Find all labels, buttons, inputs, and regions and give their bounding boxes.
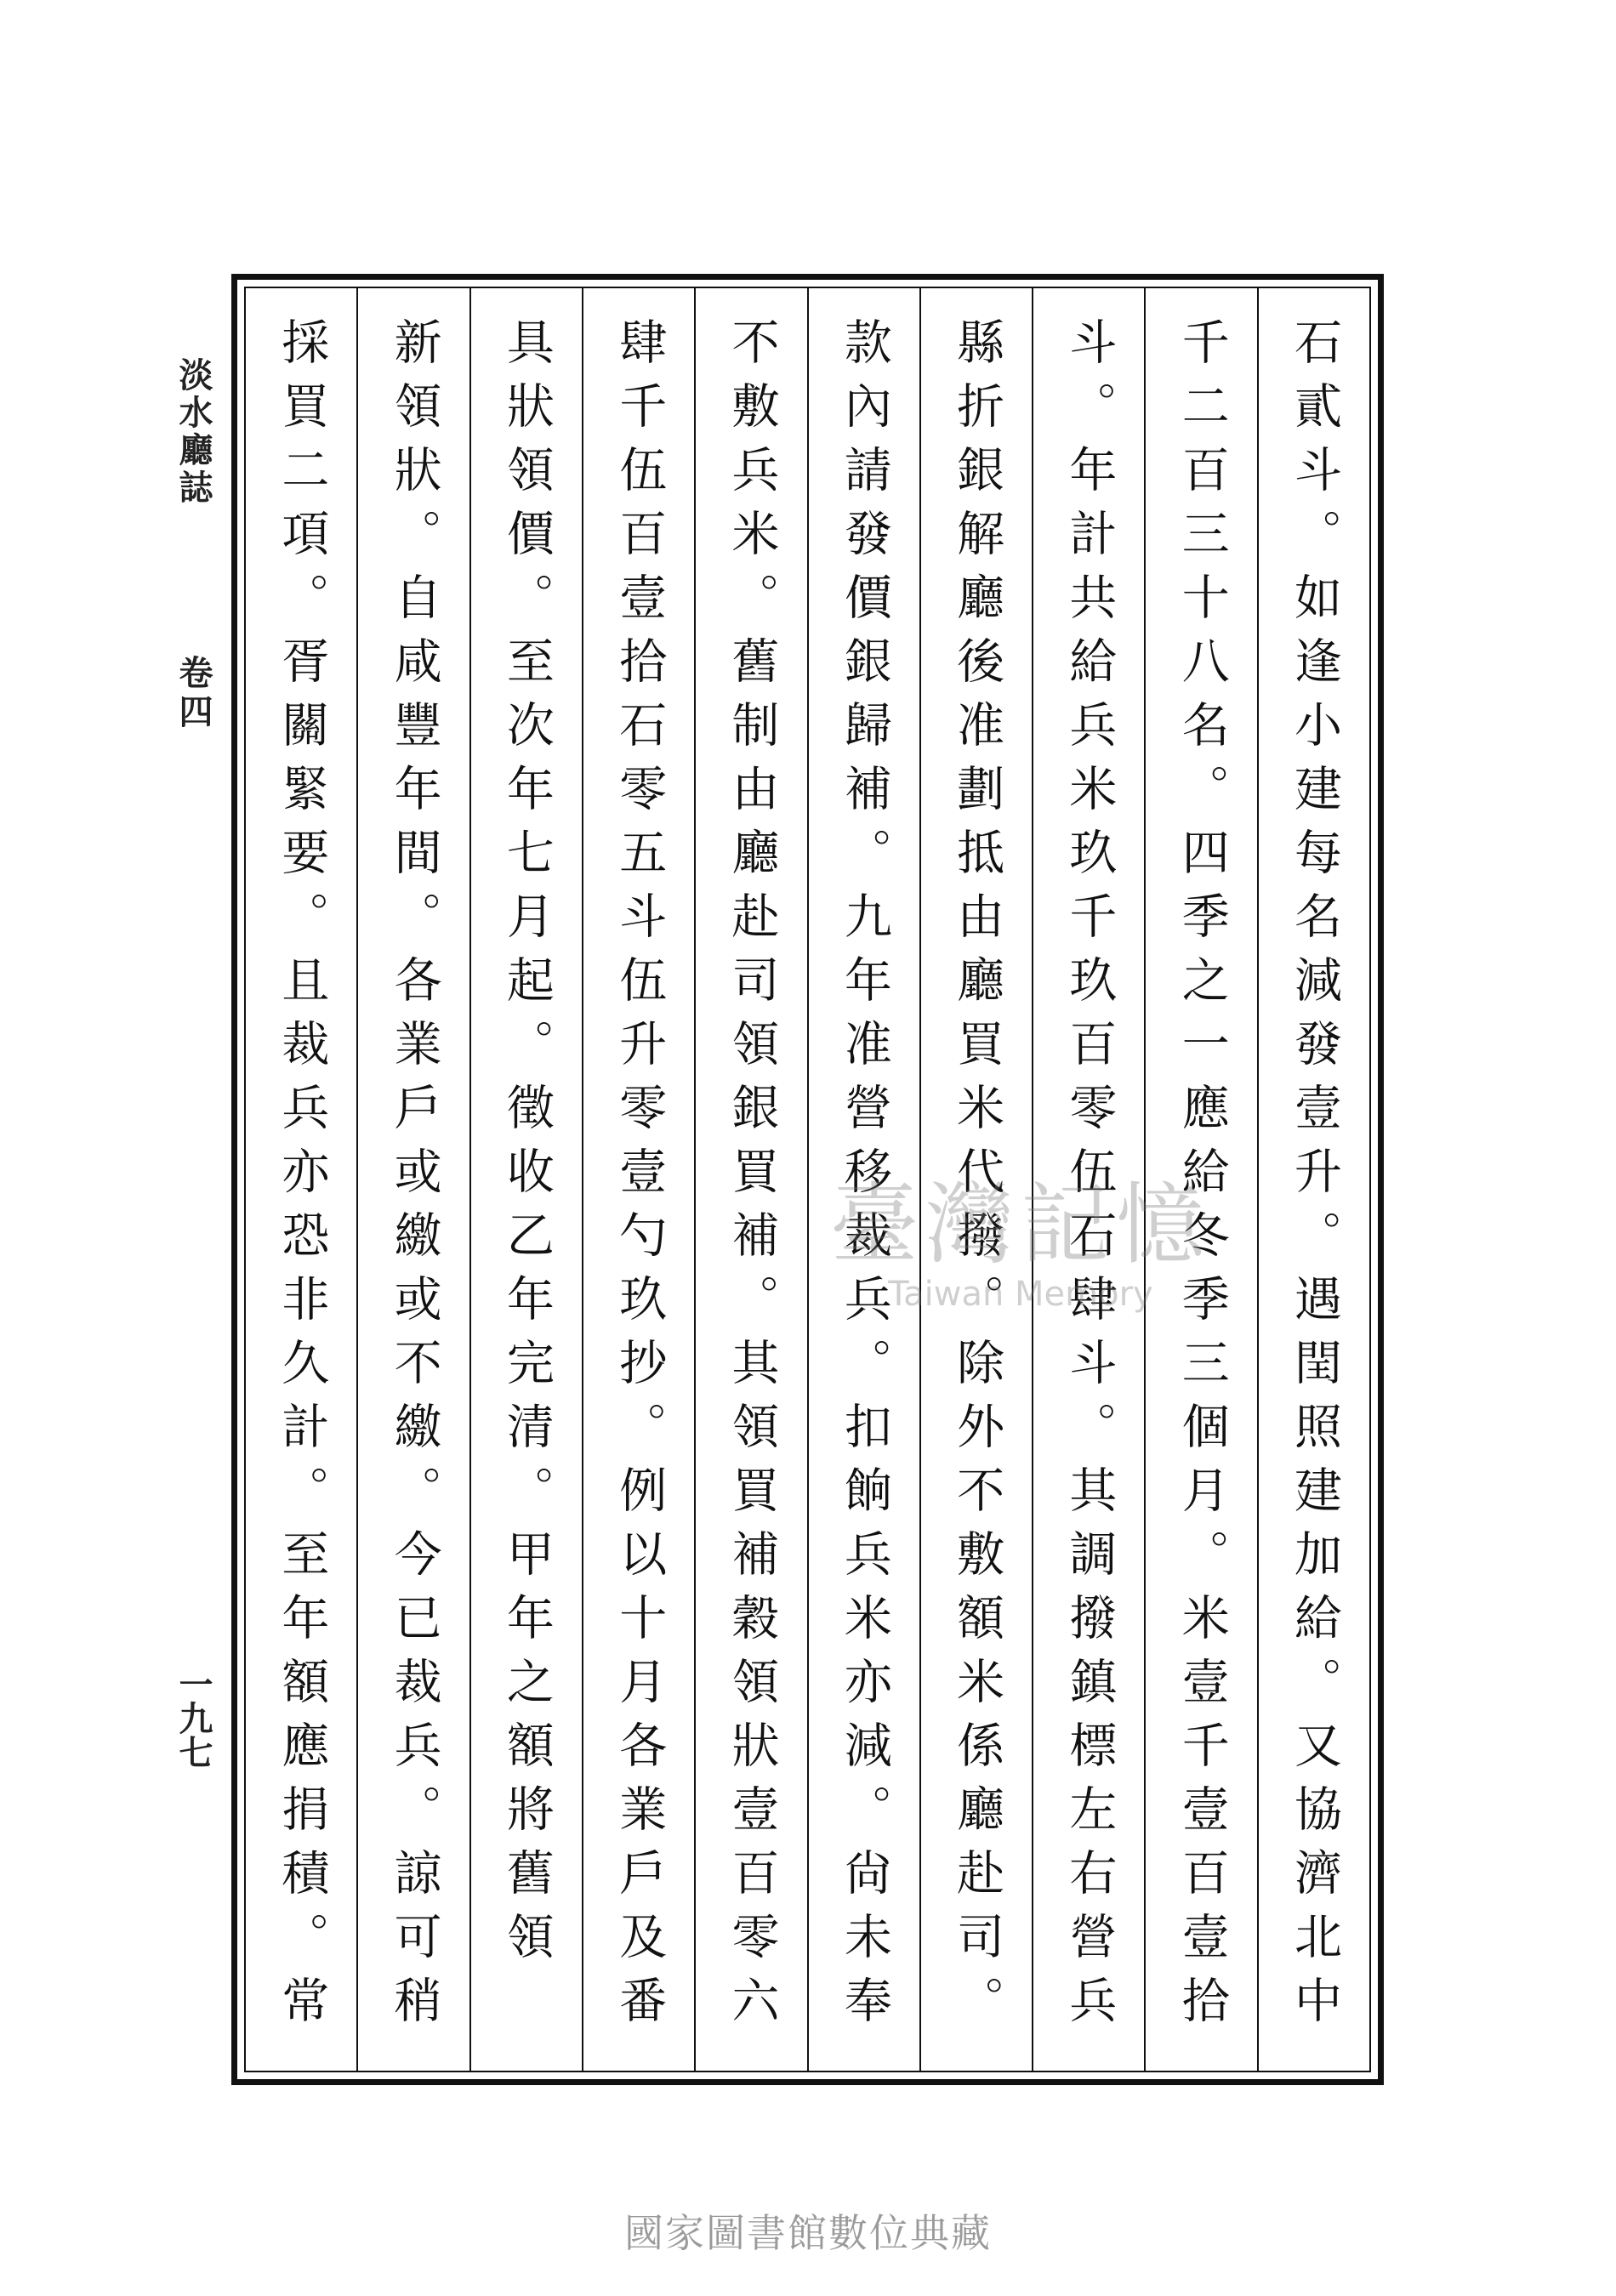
text-column-3: 斗。年計共給兵米玖千玖百零伍石肆斗。其調撥鎮標左右營兵: [1032, 288, 1144, 2071]
text-column-5-main: 款內請發價銀歸補。九年准營移裁兵。扣餉兵米亦減。尙未奉: [836, 317, 892, 2039]
text-column-4: 縣折銀解廳後准劃抵由廳買米代撥。除外不敷額米係廳赴司。: [919, 288, 1032, 2071]
book-title: 淡水廳誌: [174, 357, 213, 507]
text-column-9: 新領狀。自咸豐年間。各業戶或繳或不繳。今已裁兵。諒可稍: [356, 288, 469, 2071]
text-column-8: 具狀領價。至次年七月起。徵收乙年完清。甲年之額將舊領: [469, 288, 582, 2071]
watermark-chinese: 臺灣記憶: [829, 1173, 1211, 1276]
volume-label: 卷四: [174, 655, 213, 733]
text-column-6: 不敷兵米。舊制由廳赴司領銀買補。其領買補穀領狀壹百零六: [694, 288, 806, 2071]
text-column-2: 千二百三十八名。四季之一應給冬季三個月。米壹千壹百壹拾: [1144, 288, 1256, 2071]
page-number: 一九七: [174, 1667, 213, 1769]
text-column-10: 採買二項。胥關緊要。且裁兵亦恐非久計。至年額應捐積。常: [274, 317, 330, 2039]
text-column-1: 石貳斗。如逢小建每名減發壹升。遇閏照建加給。又協濟北中: [1257, 288, 1369, 2071]
watermark-english: Taiwan Memory: [888, 1275, 1153, 1314]
footer-credit: 國家圖書館數位典藏: [624, 2210, 992, 2256]
watermark: [808, 1174, 1233, 1318]
text-column-7: 肆千伍百壹拾石零五斗伍升零壹勺玖抄。例以十月各業戶及番: [582, 288, 694, 2071]
